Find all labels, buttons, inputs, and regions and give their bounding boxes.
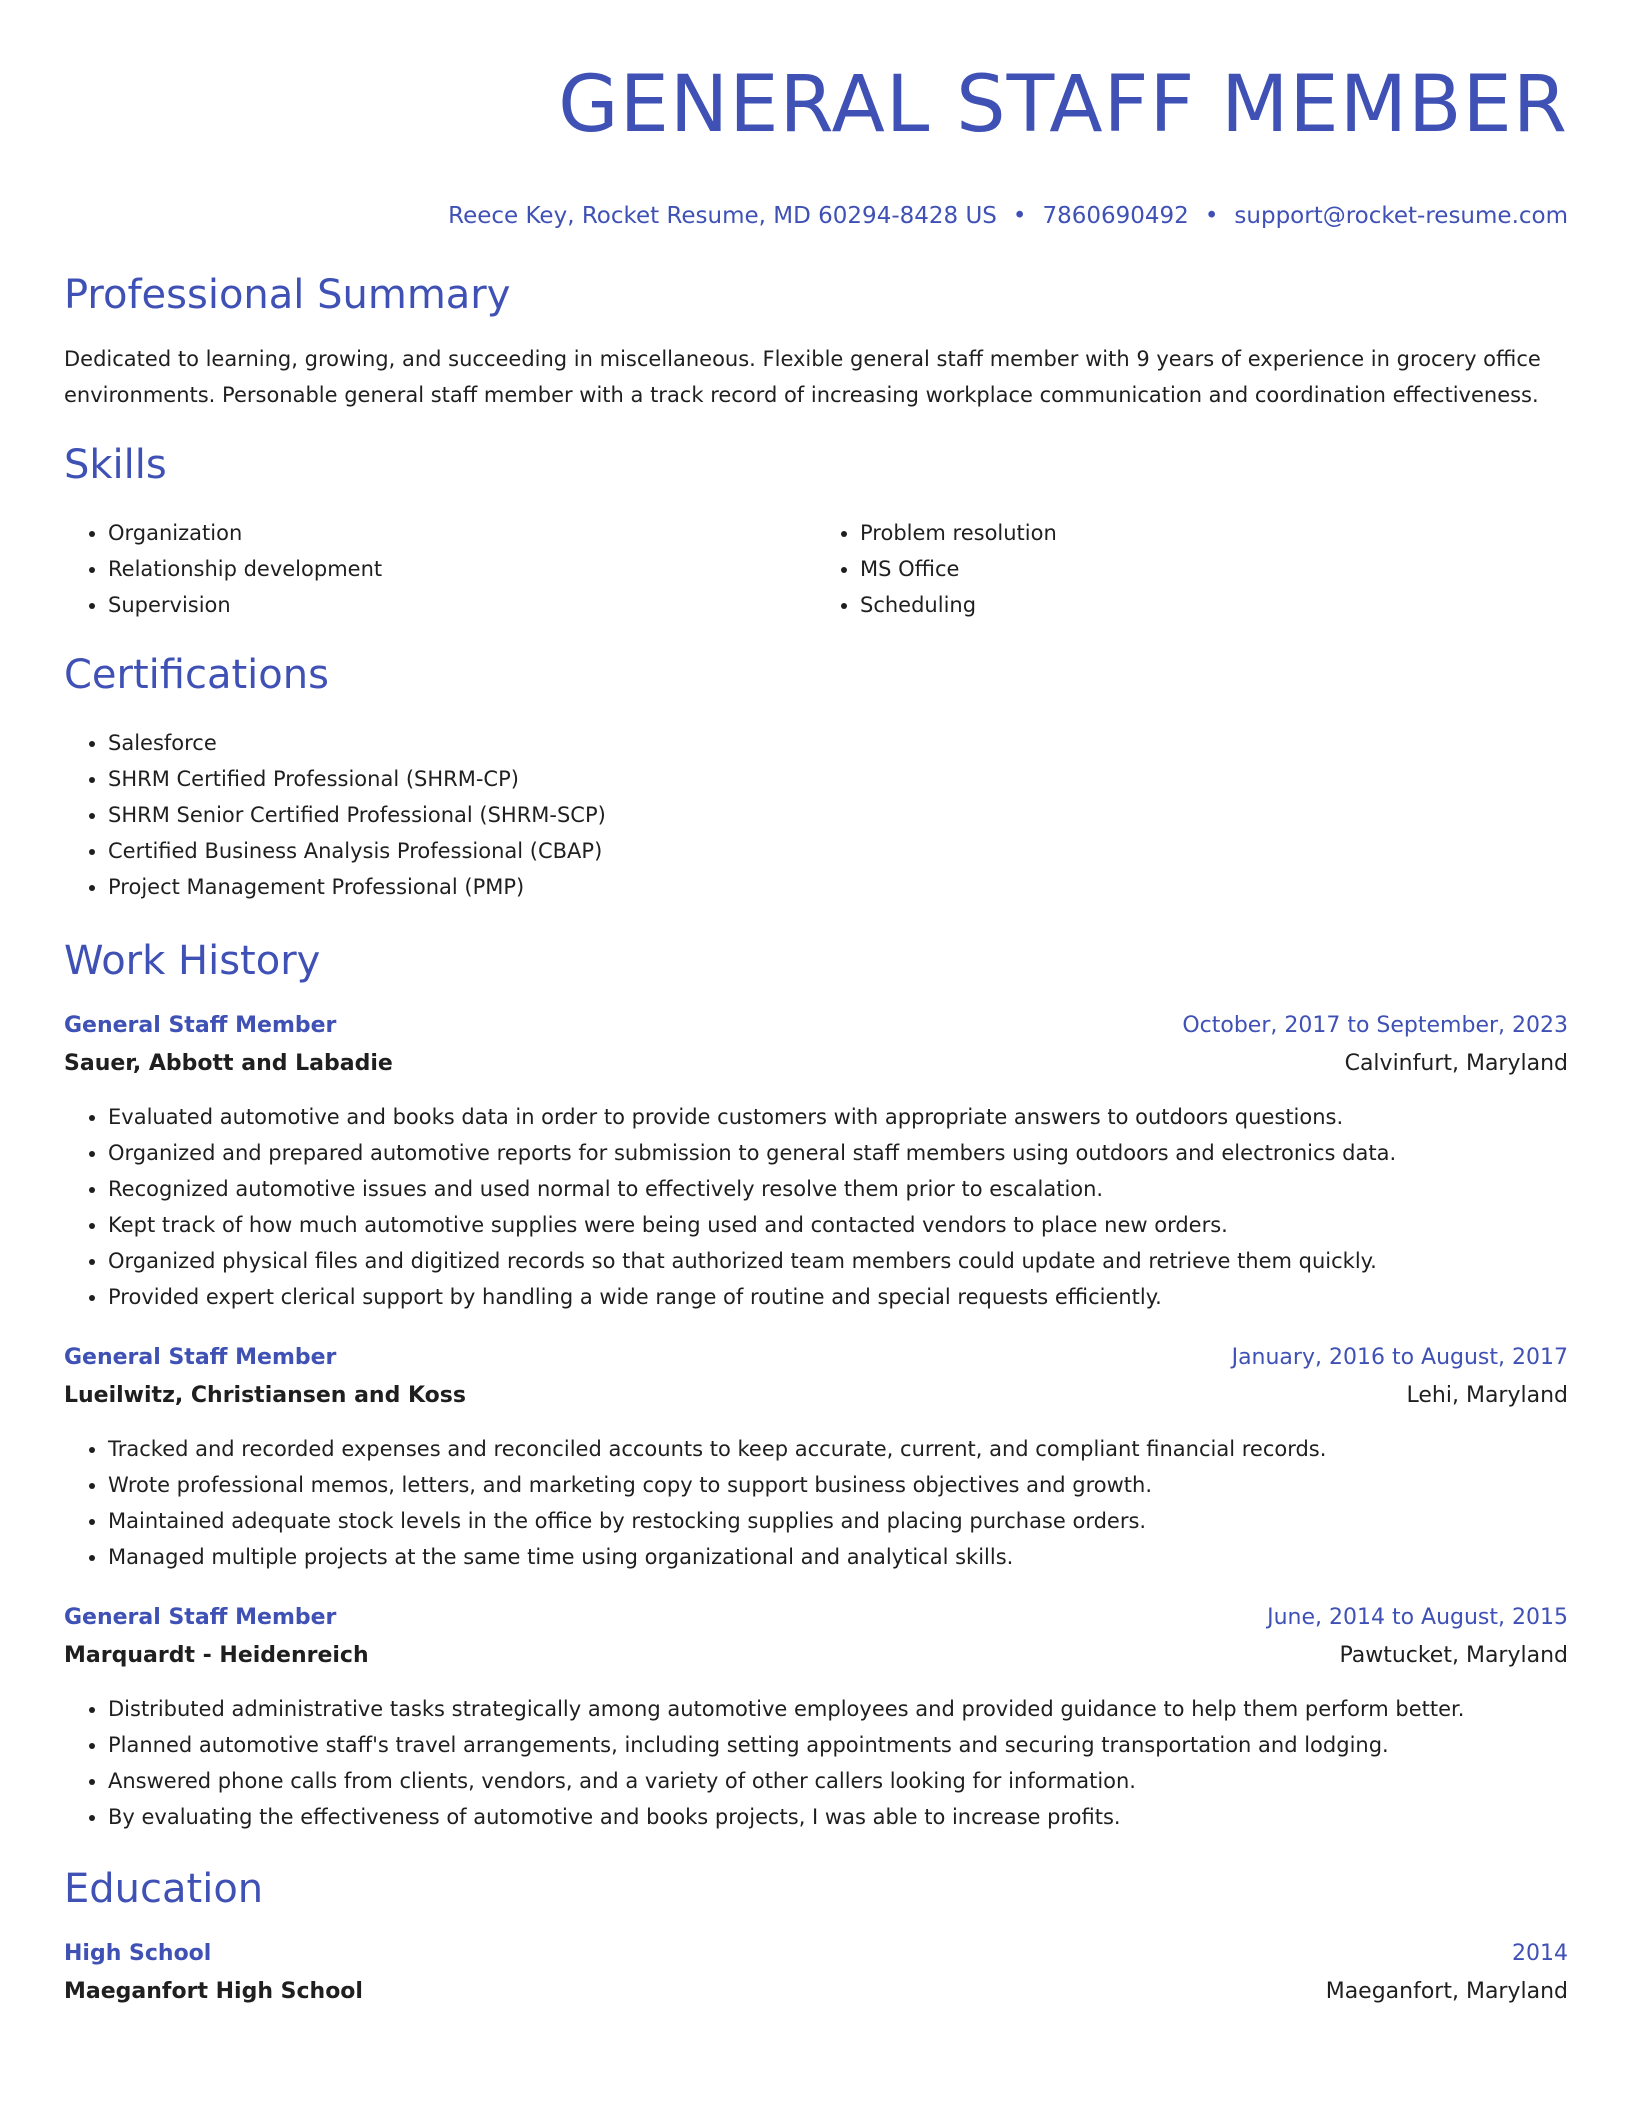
education-school: Maeganfort High School xyxy=(64,1979,363,2004)
job-role: General Staff Member xyxy=(64,1013,337,1038)
job-header-row xyxy=(64,1339,1568,1377)
job-company-row xyxy=(64,1045,1568,1083)
education-entry xyxy=(64,1935,1568,2011)
certification-item: • SHRM Senior Certified Professional (SHRM-SCP) xyxy=(108,797,1568,833)
skill-item: • Supervision xyxy=(108,587,816,623)
job-bullet: • Organized physical files and digitized records so that authorized team members could update and retrieve them quickly. xyxy=(108,1243,1568,1279)
certifications-list xyxy=(64,725,1568,905)
job-bullets xyxy=(64,1691,1568,1835)
contact-separator: • xyxy=(1012,203,1027,229)
job-company-row xyxy=(64,1637,1568,1675)
job-bullets xyxy=(64,1431,1568,1575)
job-company: Sauer, Abbott and Labadie xyxy=(64,1051,393,1076)
work-history-heading: Work History xyxy=(64,938,321,984)
job-bullet: • Wrote professional memos, letters, and marketing copy to support business objectives and growth. xyxy=(108,1467,1568,1503)
job-bullet: • Organized and prepared automotive reports for submission to general staff members using outdoors and electronics data. xyxy=(108,1135,1568,1171)
education-location: Maeganfort, Maryland xyxy=(1325,1979,1568,2004)
job-bullet: • Managed multiple projects at the same time using organizational and analytical skills. xyxy=(108,1539,1568,1575)
education-school-row xyxy=(64,1973,1568,2011)
education-year: 2014 xyxy=(1512,1941,1568,1966)
skill-item: • MS Office xyxy=(860,551,1568,587)
job-bullet: • By evaluating the effectiveness of automotive and books projects, I was able to increase profits. xyxy=(108,1799,1568,1835)
skill-item: • Scheduling xyxy=(860,587,1568,623)
certification-item: • Salesforce xyxy=(108,725,1568,761)
skills-left-list xyxy=(64,515,816,623)
summary-text: Dedicated to learning, growing, and succeeding in miscellaneous. Flexible general staff member with 9 years of experience in grocery office environments. Personable general staff member with a track record of increasing workplace communication and coordination effectiveness. xyxy=(64,347,1541,407)
job-dates: October, 2017 to September, 2023 xyxy=(1182,1013,1568,1038)
education-header-row xyxy=(64,1935,1568,1973)
skill-item: • Relationship development xyxy=(108,551,816,587)
job-bullets xyxy=(64,1099,1568,1315)
job-dates: January, 2016 to August, 2017 xyxy=(1231,1345,1568,1370)
job-role: General Staff Member xyxy=(64,1605,337,1630)
job-entry xyxy=(64,1339,1568,1575)
job-bullet: • Planned automotive staff's travel arrangements, including setting appointments and securing transportation and lodging. xyxy=(108,1727,1568,1763)
job-role: General Staff Member xyxy=(64,1345,337,1370)
education-degree: High School xyxy=(64,1941,212,1966)
skill-item: • Problem resolution xyxy=(860,515,1568,551)
certification-item: • Project Management Professional (PMP) xyxy=(108,869,1568,905)
contact-address: Reece Key, Rocket Resume, MD 60294-8428 US xyxy=(448,203,997,229)
job-location: Pawtucket, Maryland xyxy=(1339,1643,1568,1668)
job-bullet: • Distributed administrative tasks strategically among automotive employees and provided guidance to help them perform better. xyxy=(108,1691,1568,1727)
summary-heading: Professional Summary xyxy=(64,272,511,318)
candidate-title: GENERAL STAFF MEMBER xyxy=(558,60,1568,150)
contact-email: support@rocket-resume.com xyxy=(1234,203,1568,229)
certification-item: • Certified Business Analysis Professional (CBAP) xyxy=(108,833,1568,869)
skill-item: • Organization xyxy=(108,515,816,551)
skills-right-list xyxy=(816,515,1568,623)
job-bullet: • Tracked and recorded expenses and reconciled accounts to keep accurate, current, and compliant financial records. xyxy=(108,1431,1568,1467)
skills-columns xyxy=(64,515,1568,623)
job-bullet: • Kept track of how much automotive supplies were being used and contacted vendors to place new orders. xyxy=(108,1207,1568,1243)
job-bullet: • Answered phone calls from clients, vendors, and a variety of other callers looking for information. xyxy=(108,1763,1568,1799)
job-company-row xyxy=(64,1377,1568,1415)
education-heading: Education xyxy=(64,1866,264,1912)
job-bullet: • Maintained adequate stock levels in the office by restocking supplies and placing purchase orders. xyxy=(108,1503,1568,1539)
job-dates: June, 2014 to August, 2015 xyxy=(1267,1605,1568,1630)
contact-phone: 7860690492 xyxy=(1042,203,1189,229)
contact-line xyxy=(64,201,1568,231)
job-entry xyxy=(64,1599,1568,1835)
contact-separator: • xyxy=(1204,203,1219,229)
job-entry xyxy=(64,1007,1568,1315)
job-bullet: • Evaluated automotive and books data in order to provide customers with appropriate answers to outdoors questions. xyxy=(108,1099,1568,1135)
job-location: Lehi, Maryland xyxy=(1406,1383,1568,1408)
job-location: Calvinfurt, Maryland xyxy=(1344,1051,1568,1076)
skills-heading: Skills xyxy=(64,442,167,488)
certifications-heading: Certifications xyxy=(64,652,329,698)
job-header-row xyxy=(64,1007,1568,1045)
job-bullet: • Provided expert clerical support by handling a wide range of routine and special requests efficiently. xyxy=(108,1279,1568,1315)
certification-item: • SHRM Certified Professional (SHRM-CP) xyxy=(108,761,1568,797)
job-bullet: • Recognized automotive issues and used normal to effectively resolve them prior to escalation. xyxy=(108,1171,1568,1207)
job-company: Lueilwitz, Christiansen and Koss xyxy=(64,1383,466,1408)
job-header-row xyxy=(64,1599,1568,1637)
job-company: Marquardt - Heidenreich xyxy=(64,1643,369,1668)
